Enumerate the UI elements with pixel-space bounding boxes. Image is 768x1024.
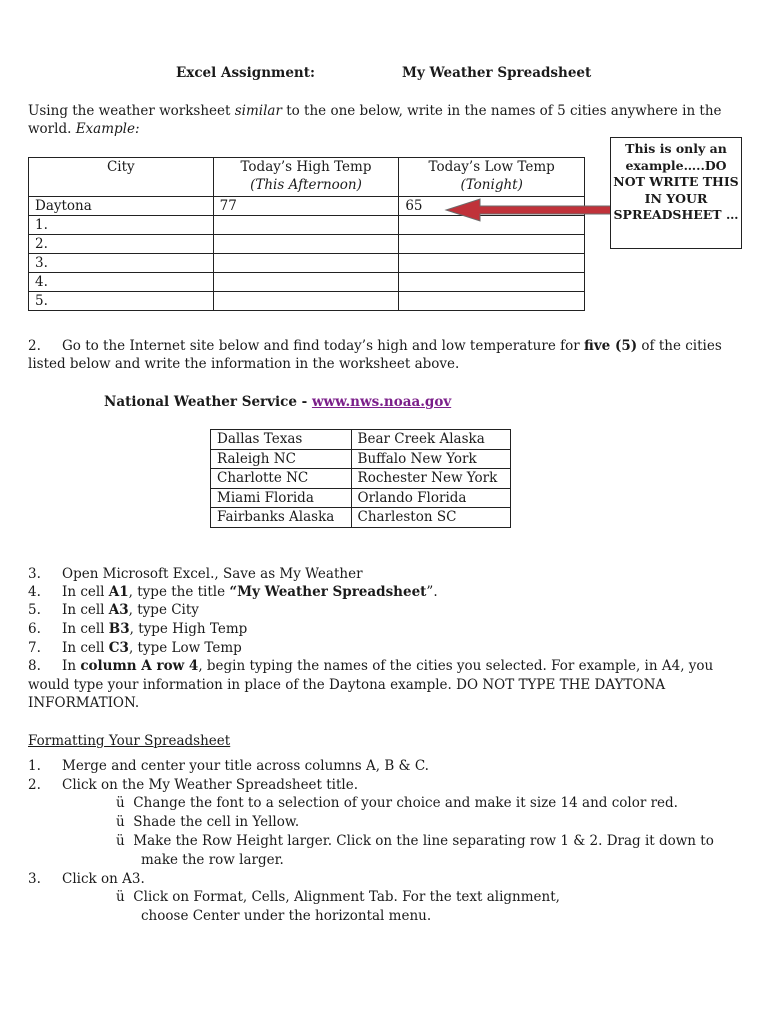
weather-table-header — [29, 158, 585, 197]
step-3: 3. Open Microsoft Excel., Save as My Weather — [28, 566, 363, 582]
table-cell: 65 — [399, 197, 585, 216]
intro-line-2 — [28, 120, 140, 138]
city-cell: Charlotte NC — [211, 469, 352, 489]
step-2-continued: listed below and write the information in the worksheet above. — [28, 356, 460, 372]
table-cell: 3. — [29, 254, 214, 273]
city-cell: Dallas Texas — [211, 430, 352, 450]
example-label: Example: — [75, 121, 140, 137]
step-6: 6. In cell B3, type High Temp — [28, 621, 248, 637]
header-city: City — [29, 158, 214, 197]
step-emphasis: five (5) — [584, 338, 638, 354]
nws-link[interactable]: www.nws.noaa.gov — [311, 394, 452, 410]
city-cell: Charleston SC — [351, 508, 510, 528]
nws-label: National Weather Service - — [104, 394, 312, 410]
city-cell: Orlando Florida — [351, 488, 510, 508]
format-step-2: 2. Click on the My Weather Spreadsheet title. — [28, 777, 359, 793]
check-bullet-icon: ü — [116, 833, 125, 849]
table-cell: 2. — [29, 235, 214, 254]
table-row — [211, 508, 511, 528]
table-cell — [213, 292, 399, 311]
table-row — [211, 488, 511, 508]
city-cell: Rochester New York — [351, 469, 510, 489]
bullet-item: ü Click on Format, Cells, Alignment Tab. For the text alignment, — [116, 889, 560, 905]
table-cell: 77 — [213, 197, 399, 216]
step-7: 7. In cell C3, type Low Temp — [28, 640, 242, 656]
table-row — [29, 235, 585, 254]
table-cell — [213, 254, 399, 273]
format-step-1: 1. Merge and center your title across columns A, B & C. — [28, 758, 429, 774]
step-text: Go to the Internet site below and find today’s high and low temperature for — [62, 338, 584, 354]
city-cell: Buffalo New York — [351, 449, 510, 469]
step-text: Open Microsoft Excel., Save as My Weather — [62, 566, 363, 582]
step-text-rest: of the cities — [637, 338, 722, 354]
cities-table — [210, 429, 511, 528]
table-cell — [399, 292, 585, 311]
table-row — [211, 469, 511, 489]
table-cell — [399, 235, 585, 254]
bullet-continuation: make the row larger. — [141, 852, 284, 868]
page-title: My Weather Spreadsheet — [402, 65, 592, 81]
city-cell: Bear Creek Alaska — [351, 430, 510, 450]
section-heading: Formatting Your Spreadsheet — [28, 733, 231, 749]
nws-line — [104, 393, 451, 411]
table-cell: Daytona — [29, 197, 214, 216]
intro-text-rest: to the one below, write in the names of 5 cities anywhere in the — [281, 103, 722, 119]
table-cell — [213, 235, 399, 254]
bullet-item: ü Shade the cell in Yellow. — [116, 814, 300, 830]
format-step-3: 3. Click on A3. — [28, 871, 145, 887]
table-row — [211, 449, 511, 469]
assignment-label: Excel Assignment: — [176, 65, 315, 81]
check-bullet-icon: ü — [116, 795, 125, 811]
table-cell — [213, 216, 399, 235]
red-arrow-icon — [440, 196, 620, 224]
city-cell: Fairbanks Alaska — [211, 508, 352, 528]
table-cell: 4. — [29, 273, 214, 292]
city-cell: Miami Florida — [211, 488, 352, 508]
table-cell — [399, 254, 585, 273]
intro-line-1 — [28, 102, 748, 120]
table-row — [29, 292, 585, 311]
header-low-temp: Today’s Low Temp (Tonight) — [399, 158, 585, 197]
table-row — [211, 430, 511, 450]
check-bullet-icon: ü — [116, 814, 125, 830]
table-row — [29, 273, 585, 292]
intro-emphasis: similar — [234, 103, 282, 119]
step-4: 4. In cell A1, type the title “My Weather Spreadsheet”. — [28, 584, 438, 600]
table-row — [29, 254, 585, 273]
check-bullet-icon: ü — [116, 889, 125, 905]
step-8-line-3: INFORMATION. — [28, 695, 140, 711]
bullet-item: ü Change the font to a selection of your choice and make it size 14 and color red. — [116, 795, 678, 811]
bullet-continuation: choose Center under the horizontal menu. — [141, 908, 432, 924]
weather-table — [28, 157, 585, 311]
step-2 — [28, 337, 748, 355]
step-number: 2. — [28, 338, 41, 354]
example-note-box: This is only an example…..DO NOT WRITE THIS IN YOUR SPREADSHEET … — [610, 137, 742, 249]
step-8: 8. In column A row 4, begin typing the names of the cities you selected. For example, in A4, you — [28, 658, 714, 674]
bullet-item: ü Make the Row Height larger. Click on the line separating row 1 & 2. Drag it down to — [116, 833, 714, 849]
table-cell: 1. — [29, 216, 214, 235]
table-cell — [399, 273, 585, 292]
step-8-line-2: would type your information in place of the Daytona example. DO NOT TYPE THE DAYTONA — [28, 677, 666, 693]
intro-text: Using the weather worksheet — [28, 103, 235, 119]
table-cell: 5. — [29, 292, 214, 311]
city-cell: Raleigh NC — [211, 449, 352, 469]
intro-text-2: world. — [28, 121, 76, 137]
table-cell — [213, 273, 399, 292]
header-high-temp: Today’s High Temp (This Afternoon) — [213, 158, 399, 197]
step-5: 5. In cell A3, type City — [28, 602, 199, 618]
